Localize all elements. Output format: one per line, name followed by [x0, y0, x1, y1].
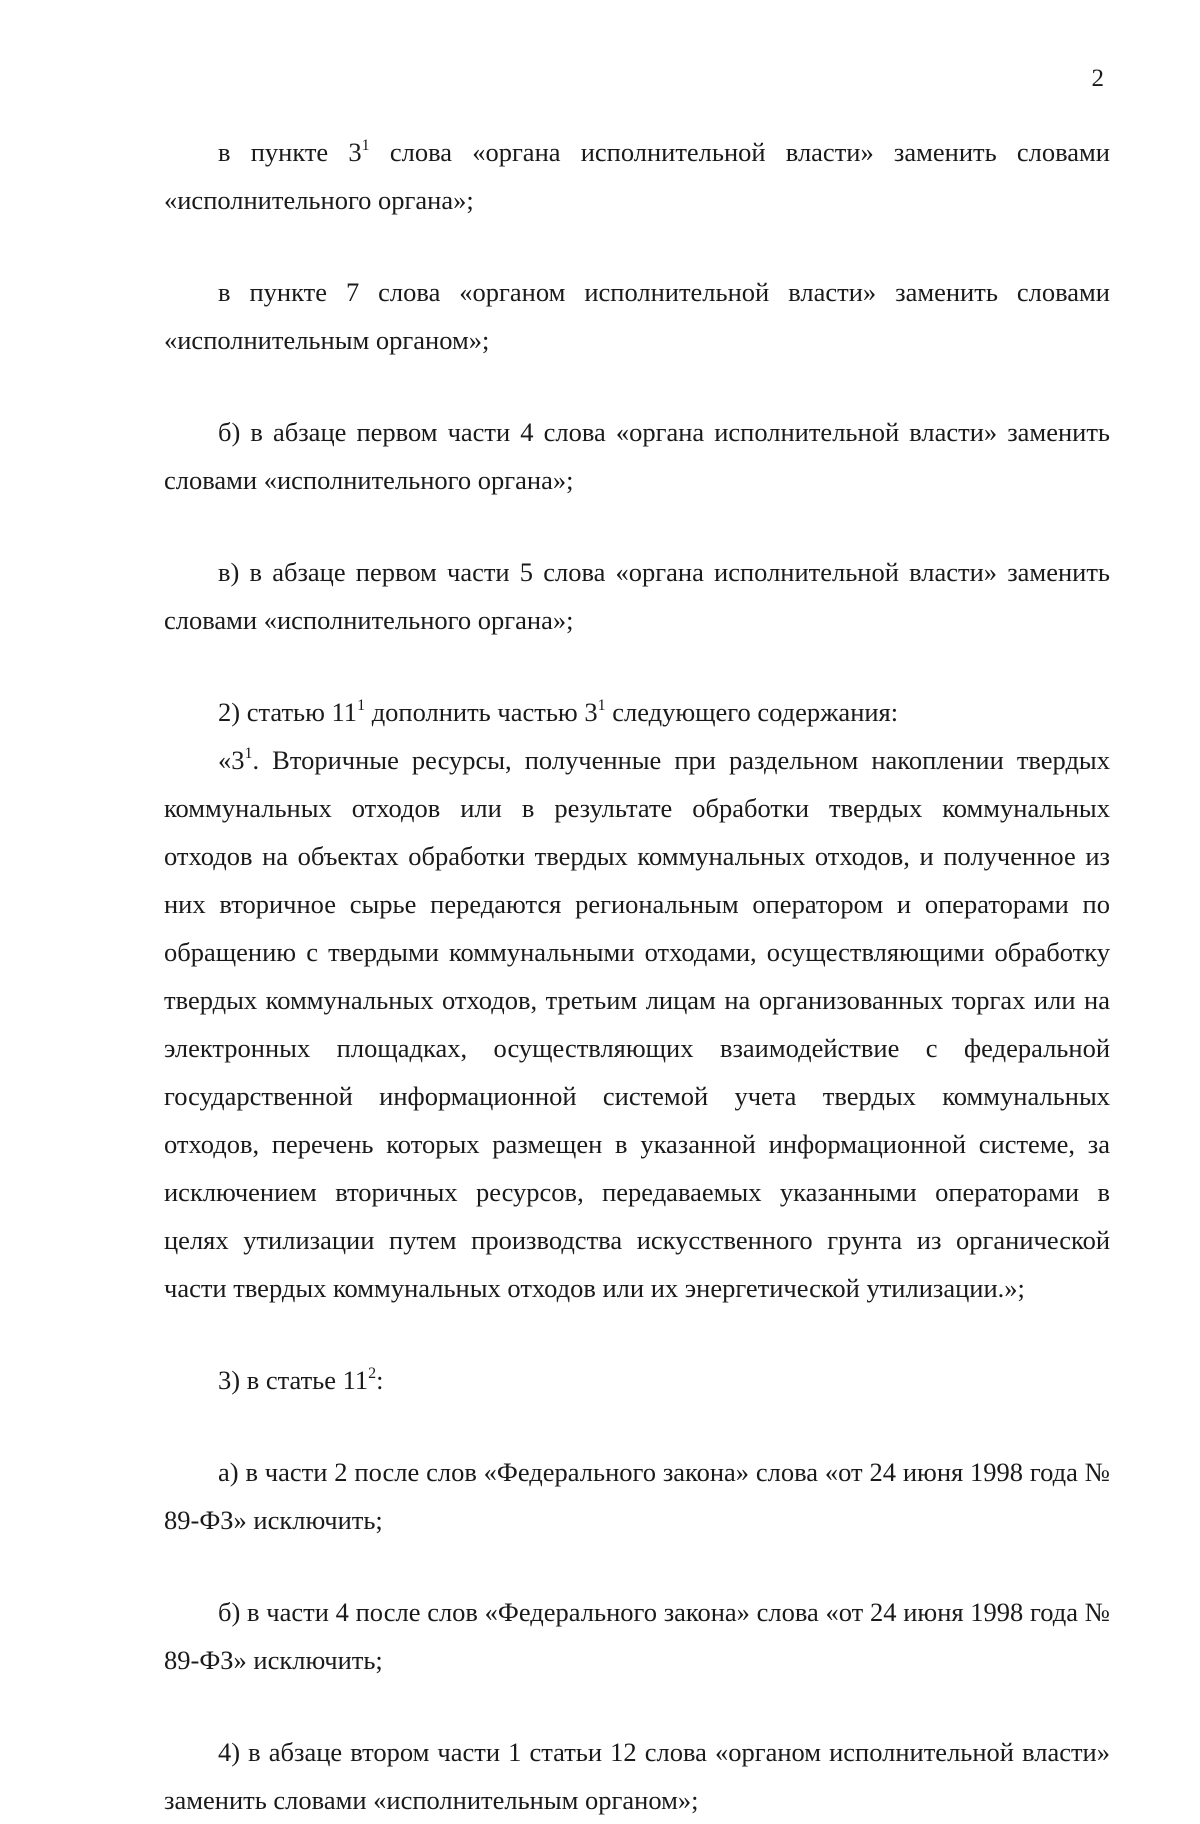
paragraph-text: . Вторичные ресурсы, полученные при раздельном накоплении твердых коммунальных отходов или в результате обработки твердых коммунальных отходов на объектах обработки твердых коммунальных отходов, и полученное из них вторичное сырье передаются региональным оператором и операторами по обращению с твердыми коммунальными отходами, осуществляющими обработку твердых коммунальных отходов, третьим лицам на организованных торгах или на электронных площадках, осуществляющих взаимодействие с федеральной государственной информационной системой учета твердых коммунальных отходов, перечень которых размещен в указанной информационной системе, за исключением вторичных ресурсов, передаваемых указанными операторами в целях утилизации путем производства искусственного грунта из органической части твердых коммунальных отходов или их энергетической утилизации.»;	[164, 745, 1110, 1303]
paragraph	[164, 1728, 1110, 1824]
paragraph-text: «3	[218, 745, 245, 775]
superscript: 1	[361, 137, 370, 154]
superscript: 1	[597, 697, 606, 714]
paragraph-text: 3) в статье 11	[218, 1365, 369, 1395]
paragraph-text: а) в части 2 после слов «Федерального закона» слова «от 24 июня 1998 года № 89-ФЗ» исключить;	[164, 1457, 1110, 1535]
paragraph	[164, 1356, 1110, 1404]
superscript: 1	[357, 697, 366, 714]
paragraph-text: :	[376, 1365, 384, 1395]
paragraph-text: 4) в абзаце втором части 1 статьи 12 слова «органом исполнительной власти» заменить словами «исполнительным органом»;	[164, 1737, 1110, 1815]
paragraph	[164, 736, 1110, 1312]
paragraph	[164, 268, 1110, 364]
paragraph-text: следующего содержания:	[605, 697, 899, 727]
page-number: 2	[1091, 65, 1104, 92]
document-body	[164, 128, 1110, 1824]
paragraph	[164, 1448, 1110, 1544]
paragraph	[164, 688, 1110, 736]
paragraph-text: б) в части 4 после слов «Федерального закона» слова «от 24 июня 1998 года № 89-ФЗ» исключить;	[164, 1597, 1110, 1675]
paragraph-text: слова «органа исполнительной власти» заменить словами «исполнительного органа»;	[164, 137, 1110, 215]
paragraph-text: 2) статью 11	[218, 697, 358, 727]
paragraph-text: в пункте 3	[218, 137, 362, 167]
paragraph	[164, 548, 1110, 644]
paragraph-text: дополнить частью 3	[365, 697, 598, 727]
paragraph	[164, 408, 1110, 504]
superscript: 2	[368, 1365, 377, 1382]
superscript: 1	[244, 745, 253, 762]
paragraph	[164, 1588, 1110, 1684]
paragraph-text: в пункте 7 слова «органом исполнительной власти» заменить словами «исполнительным органом»;	[164, 277, 1110, 355]
paragraph	[164, 128, 1110, 224]
paragraph-text: в) в абзаце первом части 5 слова «органа исполнительной власти» заменить словами «исполнительного органа»;	[164, 557, 1110, 635]
paragraph-text: б) в абзаце первом части 4 слова «органа исполнительной власти» заменить словами «исполнительного органа»;	[164, 417, 1110, 495]
